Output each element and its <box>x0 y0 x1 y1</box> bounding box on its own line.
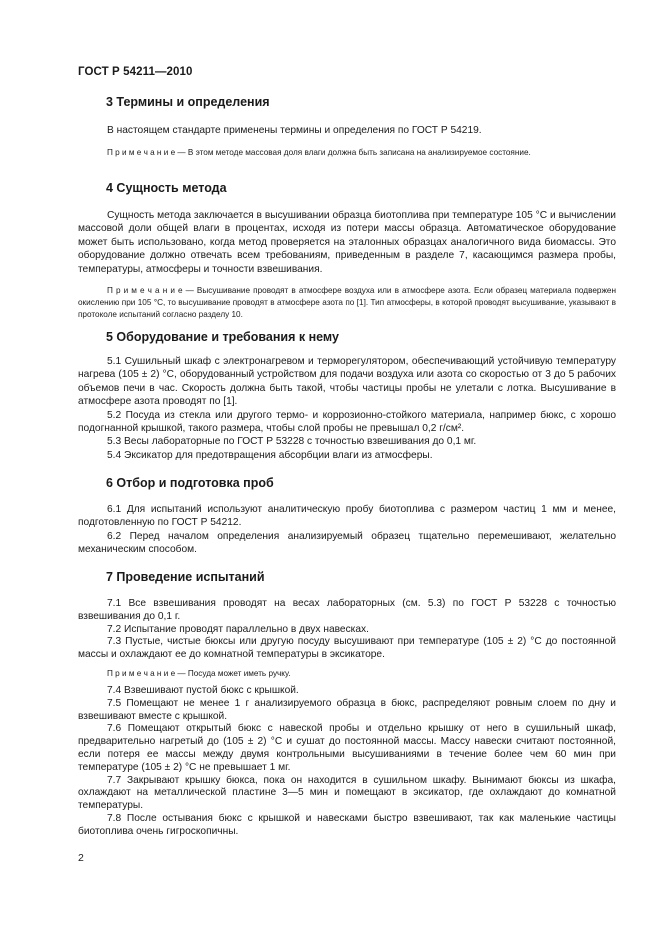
paragraph: 7.2 Испытание проводят параллельно в двух навесках. <box>107 623 369 635</box>
paragraph: 7.4 Взвешивают пустой бюкс с крышкой. <box>107 684 299 696</box>
section-6-heading: 6 Отбор и подготовка проб <box>106 476 274 490</box>
document-header: ГОСТ Р 54211—2010 <box>78 66 193 78</box>
paragraph: 7.3 Пустые, чистые бюксы или другую посуду высушивают при температуре (105 ± 2) °С до постоянной массы и охлаждают ее до комнатной температуры в эксикаторе. <box>78 636 616 661</box>
section-3-heading: 3 Термины и определения <box>106 95 270 109</box>
note: П р и м е ч а н и е — Посуда может иметь ручку. <box>107 668 291 678</box>
note: П р и м е ч а н и е — Высушивание проводят в атмосфере воздуха или в атмосфере азота. Если образец материала подвержен окислению при 105 °С, то высушивание проводят в атмосфере азота по [1]. Тип атмосферы, в которой проводят высушивание, указывают в протоколе испытаний согласно разделу 10. <box>78 286 616 320</box>
paragraph: 5.4 Эксикатор для предотвращения абсорбции влаги из атмосферы. <box>107 449 433 461</box>
page-number: 2 <box>78 852 84 864</box>
paragraph: 7.6 Помещают открытый бюкс с навеской пробы и отдельно крышку от него в сушильный шкаф, предварительно нагретый до (105 ± 2) °С и сушат до постоянной массы. Массу навески считают постоянной, если потеря ее массы между двумя контрольными высушиваниями в течение более чем 60 мин при температуре (105 ± 2) °С не превышает 1 мг. <box>78 723 616 773</box>
paragraph: Сущность метода заключается в высушивании образца биотоплива при температуре 105 °С и вычислении массовой доли общей влаги в процентах, исходя из потери массы образца. Автоматическое оборудование может быть использовано, когда метод проверяется на эталонных образцах аналогичного вида биомассы. Это оборудование должно отвечать всем требованиям, приведенным в разделе 7, касающимся размера пробы, температуры, атмосферы и точности взвешивания. <box>78 210 616 275</box>
section-5-body <box>78 355 616 462</box>
section-4-heading: 4 Сущность метода <box>106 181 227 195</box>
paragraph: 5.3 Весы лабораторные по ГОСТ Р 53228 с точностью взвешивания до 0,1 мг. <box>107 436 477 448</box>
paragraph: В настоящем стандарте применены термины и определения по ГОСТ Р 54219. <box>107 125 482 136</box>
section-4-body <box>78 209 616 321</box>
paragraph: 6.2 Перед началом определения анализируемый образец тщательно перемешивают, желательно механическим способом. <box>78 530 616 556</box>
section-7-body <box>78 598 616 839</box>
paragraph: 5.2 Посуда из стекла или другого термо- и коррозионно-стойкого материала, например бюкс, с хорошо подогнанной крышкой, такого размера, чтобы слой пробы не превышал 0,2 г/см². <box>78 409 616 435</box>
paragraph: 7.5 Помещают не менее 1 г анализируемого образца в бюкс, распределяют ровным слоем по дну и взвешивают вместе с крышкой. <box>78 697 616 722</box>
section-5-heading: 5 Оборудование и требования к нему <box>106 330 339 344</box>
paragraph: 7.8 После остывания бюкс с крышкой и навесками быстро взвешивают, так как маленькие частицы биотоплива очень гигроскопичны. <box>78 812 616 837</box>
paragraph: 7.1 Все взвешивания проводят на весах лабораторных (см. 5.3) по ГОСТ Р 53228 с точностью взвешивания до 0,1 г. <box>78 598 616 622</box>
paragraph: 7.7 Закрывают крышку бюкса, пока он находится в сушильном шкафу. Вынимают бюксы из шкафа, охлаждают на металлической пластине 3—5 мин и помещают в эксикатор, где охлаждают до комнатной температуры. <box>78 774 616 812</box>
paragraph: 6.1 Для испытаний используют аналитическую пробу биотоплива с размером частиц 1 мм и менее, подготовленную по ГОСТ Р 54212. <box>78 504 616 529</box>
section-7-heading: 7 Проведение испытаний <box>106 570 265 584</box>
section-3-body <box>78 124 616 159</box>
note: П р и м е ч а н и е — В этом методе массовая доля влаги должна быть записана на анализируемое состояние. <box>107 148 531 158</box>
section-6-body <box>78 503 616 557</box>
paragraph: 5.1 Сушильный шкаф с электронагревом и терморегулятором, обеспечивающий устойчивую температуру нагрева (105 ± 2) °С, оборудованный устройством для подачи воздуха или азота со скоростью от 3 до 5 рабочих объемов печи в час. Скорость должна быть такой, чтобы частицы пробы не улетали с лотка. Высушивание в атмосфере азота проводят по [1]. <box>78 356 616 408</box>
